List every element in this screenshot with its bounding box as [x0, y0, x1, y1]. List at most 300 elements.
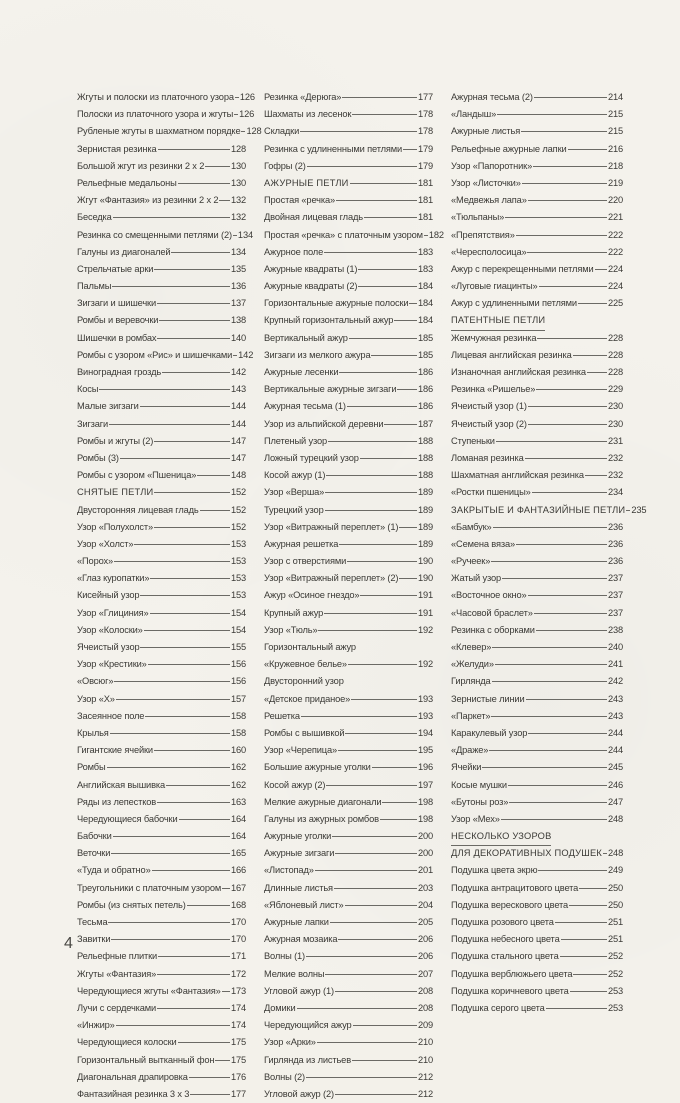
- toc-entry-title: Ажур «Осиное гнездо»: [264, 590, 360, 601]
- toc-entry-title: Зернистые линии: [451, 693, 525, 704]
- toc-entry: [77, 605, 246, 622]
- toc-page-number: 252: [607, 951, 623, 962]
- toc-entry-title: Фантазийная резинка 3 х 3: [77, 1088, 190, 1099]
- toc-entry: [77, 106, 255, 123]
- toc-entry: [264, 416, 433, 433]
- toc-page-number: 248: [608, 848, 624, 859]
- toc-leader-line: [113, 217, 230, 218]
- toc-entry: [264, 639, 433, 656]
- toc-section-heading: [451, 502, 647, 519]
- toc-entry-title: «Туда и обратно»: [77, 865, 151, 876]
- toc-leader-line: [482, 767, 607, 768]
- toc-entry-title: Завитки: [77, 934, 111, 945]
- toc-entry-title: Ромбы и веревочки: [77, 315, 159, 326]
- toc-leader-line: [372, 767, 417, 768]
- toc-leader-line: [380, 819, 417, 820]
- toc-leader-line: [154, 441, 230, 442]
- toc-entry-title: Шишечки в ромбах: [77, 332, 157, 343]
- toc-entry-title: «Кружевное белье»: [264, 659, 347, 670]
- toc-page-number: 142: [238, 349, 254, 360]
- toc-entry: [451, 725, 623, 742]
- toc-leader-line: [573, 355, 607, 356]
- toc-entry-title: Двусторонняя лицевая гладь: [77, 504, 199, 515]
- toc-page-number: 158: [230, 727, 246, 738]
- toc-leader-line: [332, 836, 417, 837]
- toc-entry: [77, 450, 246, 467]
- toc-entry-title: Подушка верескового цвета: [451, 899, 569, 910]
- toc-entry: [451, 777, 623, 794]
- toc-entry: [451, 209, 623, 226]
- toc-entry-title: Простая «речка»: [264, 195, 336, 206]
- toc-leader-line: [509, 802, 607, 803]
- toc-entry: [264, 398, 433, 415]
- toc-entry: [451, 862, 623, 879]
- toc-entry-title: Ромбы с узором «Рис» и шишечками: [77, 349, 233, 360]
- toc-entry: [77, 966, 246, 983]
- toc-entry: [264, 587, 433, 604]
- toc-page-number: 185: [417, 332, 433, 343]
- toc-entry: [77, 364, 246, 381]
- toc-entry-title: Засеянное поле: [77, 710, 145, 721]
- toc-entry-title: Ажурные квадраты (2): [264, 281, 358, 292]
- toc-leader-line: [200, 510, 230, 511]
- toc-page-number: 172: [230, 968, 246, 979]
- toc-entry: [264, 1086, 433, 1103]
- toc-leader-line: [334, 888, 417, 889]
- toc-leader-line: [347, 406, 417, 407]
- toc-leader-line: [560, 956, 607, 957]
- toc-entry: [264, 123, 433, 140]
- toc-entry: [77, 416, 246, 433]
- toc-entry-title: «Чересполосица»: [451, 246, 527, 257]
- toc-page-number: 132: [230, 195, 246, 206]
- toc-page-number: 205: [417, 917, 433, 927]
- toc-entry-title: Турецкий узор: [264, 504, 324, 515]
- toc-entry-title: Двойная лицевая гладь: [264, 212, 363, 223]
- toc-entry: [77, 502, 246, 519]
- toc-entry: [451, 605, 623, 622]
- toc-page-number: 152: [230, 504, 246, 515]
- toc-page-number: 203: [417, 882, 433, 893]
- toc-entry: [77, 656, 246, 673]
- toc-leader-line: [134, 544, 230, 545]
- toc-page-number: 137: [230, 298, 246, 309]
- toc-entry: [264, 966, 433, 983]
- toc-leader-line: [233, 235, 237, 236]
- toc-entry: [77, 244, 246, 261]
- toc-leader-line: [190, 1094, 230, 1095]
- toc-section-heading: [451, 845, 623, 862]
- toc-leader-line: [219, 200, 230, 201]
- toc-entry-title: Простая «речка» с платочным узором: [264, 229, 423, 240]
- toc-leader-line: [595, 269, 607, 270]
- toc-entry: [264, 381, 433, 398]
- toc-entry-title: Зигзаги и шишечки: [77, 298, 156, 309]
- toc-leader-line: [538, 870, 607, 871]
- toc-entry: [451, 691, 623, 708]
- toc-entry-title: Зернистая резинка: [77, 143, 157, 154]
- toc-entry-title: Жгут «Фантазия» из резинки 2 х 2: [77, 195, 219, 206]
- toc-page-number: 153: [230, 556, 246, 567]
- toc-page-number: 222: [607, 246, 623, 257]
- toc-page-number: 237: [607, 590, 623, 601]
- toc-leader-line: [154, 269, 230, 270]
- toc-page-number: 206: [417, 934, 433, 945]
- toc-leader-line: [399, 578, 417, 579]
- toc-entry: [451, 141, 623, 158]
- toc-entry: [451, 89, 623, 106]
- toc-leader-line: [568, 149, 607, 150]
- toc-leader-line: [555, 922, 607, 923]
- toc-page-number: 162: [230, 779, 246, 790]
- toc-page-number: 230: [607, 401, 623, 412]
- toc-leader-line: [527, 252, 606, 253]
- toc-leader-line: [536, 630, 607, 631]
- toc-leader-line: [579, 888, 607, 889]
- toc-entry-title: Малые зигзаги: [77, 401, 139, 412]
- toc-entry-title: Узор «Крестики»: [77, 659, 147, 670]
- toc-entry-title: Узор «Верша»: [264, 487, 325, 498]
- toc-page-number: 143: [230, 384, 246, 395]
- toc-page-number: 135: [230, 263, 246, 274]
- toc-page-number: 251: [607, 917, 623, 927]
- toc-leader-line: [145, 716, 230, 717]
- toc-entry: [264, 450, 433, 467]
- toc-leader-line: [205, 166, 230, 167]
- toc-page-number: 228: [607, 367, 623, 377]
- toc-entry: [451, 914, 623, 931]
- toc-entry: [77, 330, 246, 347]
- toc-entry-title: Ромбы и жгуты (2): [77, 435, 154, 446]
- toc-entry: [264, 1034, 433, 1051]
- toc-entry: [451, 966, 623, 983]
- toc-page-number: 224: [607, 281, 623, 292]
- toc-page-number: 204: [417, 899, 433, 910]
- toc-entry-title: «Семена вяза»: [451, 538, 516, 549]
- toc-leader-line: [508, 785, 607, 786]
- toc-entry-title: «Ручеек»: [451, 556, 491, 567]
- toc-entry: [451, 897, 623, 914]
- toc-entry-title: Жгуты и полоски из платочного узора: [77, 92, 234, 102]
- toc-page-number: 191: [417, 607, 433, 618]
- toc-entry-title: «Паркет»: [451, 710, 491, 721]
- toc-entry: [264, 914, 433, 931]
- toc-page-number: 198: [417, 813, 433, 824]
- toc-entry-title: ПАТЕНТНЫЕ ПЕТЛИ: [451, 312, 545, 330]
- toc-page-number: 138: [230, 315, 246, 326]
- toc-entry-title: Шахматы из лесенок: [264, 109, 352, 120]
- toc-entry-title: Резинка с оборками: [451, 624, 535, 635]
- toc-leader-line: [112, 286, 230, 287]
- toc-leader-line: [326, 475, 417, 476]
- toc-entry-title: Узор «Колоски»: [77, 624, 143, 635]
- toc-page-number: 208: [417, 1002, 433, 1013]
- toc-entry-title: Чередующиеся колоски: [77, 1037, 177, 1048]
- toc-entry-title: Галуны из ажурных ромбов: [264, 813, 379, 824]
- toc-entry-title: Диагональная драпировка: [77, 1071, 188, 1082]
- toc-leader-line: [350, 183, 417, 184]
- toc-leader-line: [569, 905, 607, 906]
- toc-entry-title: Узор «Полухолст»: [77, 521, 153, 532]
- toc-leader-line: [111, 939, 230, 940]
- toc-entry: [264, 862, 433, 879]
- toc-entry: [77, 519, 246, 536]
- toc-entry: [77, 759, 246, 776]
- toc-page-number: 188: [417, 470, 433, 481]
- toc-leader-line: [307, 166, 417, 167]
- toc-entry: [77, 227, 253, 244]
- toc-entry: [264, 141, 433, 158]
- toc-page-number: 229: [607, 384, 623, 395]
- toc-entry-title: Косой ажур (1): [264, 470, 326, 481]
- toc-page-number: 166: [230, 865, 246, 876]
- toc-leader-line: [197, 475, 230, 476]
- toc-page-number: 232: [607, 470, 623, 481]
- toc-page-number: 184: [417, 315, 433, 326]
- toc-page-number: 178: [417, 109, 433, 120]
- toc-entry-title: Ажурное поле: [264, 246, 324, 257]
- toc-entry-title: «Восточное окно»: [451, 590, 527, 601]
- toc-leader-line: [570, 991, 607, 992]
- toc-page-number: 188: [417, 435, 433, 446]
- toc-leader-line: [120, 458, 230, 459]
- toc-entry: [451, 278, 623, 295]
- toc-leader-line: [179, 819, 230, 820]
- toc-entry: [264, 777, 433, 794]
- toc-leader-line: [573, 974, 607, 975]
- toc-page-number: 232: [607, 452, 623, 463]
- toc-leader-line: [528, 595, 607, 596]
- toc-entry-title: Ячеистый узор (2): [451, 418, 527, 429]
- toc-leader-line: [578, 303, 607, 304]
- toc-entry-title: Волны (2): [264, 1071, 306, 1082]
- toc-column-3: [451, 89, 647, 1017]
- toc-entry: [264, 467, 433, 484]
- toc-entry: [451, 416, 623, 433]
- toc-entry-title: Вертикальные ажурные зигзаги: [264, 384, 397, 395]
- toc-entry: [451, 175, 623, 192]
- toc-leader-line: [397, 389, 417, 390]
- toc-leader-line: [109, 424, 230, 425]
- toc-leader-line: [116, 699, 230, 700]
- toc-entry-title: Английская вышивка: [77, 779, 165, 790]
- toc-entry-title: Ажурная мозаика: [264, 934, 338, 945]
- toc-leader-line: [300, 131, 417, 132]
- toc-entry-title: Мелкие волны: [264, 968, 325, 979]
- toc-entry: [451, 295, 623, 312]
- toc-entry-title: Ромбы с вышивкой: [264, 727, 345, 738]
- toc-page-number: 185: [417, 349, 433, 360]
- toc-entry-title: Крупный ажур: [264, 607, 324, 618]
- toc-entry-title: Крылья: [77, 727, 109, 738]
- toc-entry: [451, 622, 623, 639]
- toc-entry-title: АЖУРНЫЕ ПЕТЛИ: [264, 177, 349, 188]
- toc-entry-title: «Яблоневый лист»: [264, 899, 344, 910]
- toc-entry: [264, 312, 433, 329]
- toc-entry: [451, 244, 623, 261]
- toc-entry: [77, 914, 246, 931]
- toc-entry-title: «Порох»: [77, 556, 114, 567]
- toc-entry-title: Горизонтальные ажурные полоски: [264, 298, 409, 309]
- toc-leader-line: [301, 716, 417, 717]
- toc-entry-title: Подушка стального цвета: [451, 951, 559, 962]
- toc-entry-title: Складки: [264, 126, 300, 137]
- toc-page-number: 130: [230, 177, 246, 188]
- toc-page-number: 181: [417, 195, 433, 206]
- toc-entry-title: «Глаз куропатки»: [77, 573, 150, 584]
- toc-entry-title: Ажурная решетка: [264, 538, 339, 549]
- toc-leader-line: [403, 149, 417, 150]
- toc-entry: [451, 364, 623, 381]
- toc-leader-line: [233, 355, 237, 356]
- toc-entry: [451, 931, 623, 948]
- toc-leader-line: [505, 217, 607, 218]
- toc-entry: [451, 794, 623, 811]
- toc-page-number: 244: [607, 727, 623, 738]
- toc-page-number: 128: [230, 143, 246, 154]
- toc-page-number: 157: [230, 693, 246, 704]
- toc-leader-line: [491, 561, 607, 562]
- toc-entry: [264, 502, 433, 519]
- toc-section-heading: [77, 484, 246, 501]
- toc-entry-title: Длинные листья: [264, 882, 333, 893]
- toc-entry: [264, 742, 433, 759]
- toc-entry-title: Резинка с удлиненными петлями: [264, 143, 403, 154]
- toc-entry: [77, 742, 246, 759]
- toc-entry-title: Треугольники с платочным узором: [77, 882, 222, 893]
- toc-entry-title: Ломаная резинка: [451, 452, 524, 463]
- toc-page-number: 170: [230, 917, 246, 927]
- toc-entry-title: «Инжир»: [77, 1020, 115, 1031]
- toc-entry: [264, 209, 433, 226]
- toc-leader-line: [339, 372, 417, 373]
- toc-entry: [264, 295, 433, 312]
- toc-entry-title: Полоски из платочного узора и жгуты: [77, 109, 234, 120]
- toc-entry: [77, 192, 246, 209]
- toc-entry: [77, 1017, 246, 1034]
- toc-entry: [264, 1069, 433, 1086]
- toc-entry: [264, 794, 433, 811]
- toc-leader-line: [360, 595, 416, 596]
- toc-entry: [264, 759, 433, 776]
- toc-entry-title: Бабочки: [77, 831, 112, 842]
- toc-entry: [451, 398, 623, 415]
- toc-entry-title: «Медвежья лапа»: [451, 195, 527, 206]
- toc-entry-title: Чередующийся ажур: [264, 1020, 352, 1031]
- toc-entry: [451, 158, 623, 175]
- toc-entry: [264, 553, 433, 570]
- toc-entry: [451, 330, 623, 347]
- toc-entry: [77, 398, 246, 415]
- toc-page-number: 197: [417, 779, 433, 790]
- toc-page-number: 179: [417, 160, 433, 171]
- toc-entry-title: Ромбы с узором «Пшеница»: [77, 470, 197, 481]
- toc-leader-line: [144, 630, 230, 631]
- toc-entry: [77, 89, 255, 106]
- toc-entry: [451, 484, 623, 501]
- toc-page-number: 130: [230, 160, 246, 171]
- toc-entry-title: Виноградная гроздь: [77, 367, 162, 377]
- toc-entry-title: Веточки: [77, 848, 111, 859]
- toc-entry: [264, 605, 433, 622]
- toc-leader-line: [335, 991, 417, 992]
- toc-entry: [77, 725, 246, 742]
- toc-entry-title: Беседка: [77, 212, 112, 223]
- toc-entry-title: Подушка верблюжьего цвета: [451, 968, 573, 979]
- toc-entry: [451, 759, 623, 776]
- toc-entry-title: «Клевер»: [451, 642, 492, 652]
- toc-page-number: 215: [607, 126, 623, 137]
- toc-page-number: 175: [230, 1054, 246, 1065]
- toc-page-number: 154: [230, 624, 246, 635]
- toc-page-number: 134: [237, 229, 253, 240]
- toc-section-heading: [451, 828, 623, 845]
- toc-entry: [77, 673, 246, 690]
- toc-leader-line: [364, 217, 417, 218]
- toc-leader-line: [409, 303, 416, 304]
- toc-page-number: 193: [417, 693, 433, 704]
- toc-leader-line: [528, 733, 607, 734]
- toc-page-number: 222: [607, 229, 623, 240]
- toc-leader-line: [353, 1025, 417, 1026]
- toc-entry-title: «Детское приданое»: [264, 693, 351, 704]
- toc-page-number: 243: [607, 710, 623, 721]
- toc-entry-title: СНЯТЫЕ ПЕТЛИ: [77, 487, 154, 498]
- toc-leader-line: [345, 905, 417, 906]
- toc-entry-title: Ажур с перекрещенными петлями: [451, 263, 594, 274]
- toc-entry: [77, 1069, 246, 1086]
- toc-page-number: 192: [417, 624, 433, 635]
- toc-page-number: 192: [417, 659, 433, 670]
- toc-leader-line: [159, 320, 230, 321]
- toc-entry-title: Крупный горизонтальный ажур: [264, 315, 394, 326]
- toc-page-number: 189: [417, 521, 433, 532]
- toc-leader-line: [516, 544, 607, 545]
- toc-leader-line: [358, 286, 417, 287]
- toc-leader-line: [534, 613, 607, 614]
- toc-leader-line: [587, 372, 607, 373]
- toc-entry-title: Ромбы (из снятых петель): [77, 899, 186, 910]
- toc-entry-title: НЕСКОЛЬКО УЗОРОВ: [451, 828, 551, 846]
- toc-leader-line: [324, 613, 417, 614]
- toc-page-number: 181: [417, 212, 433, 223]
- toc-entry: [264, 897, 433, 914]
- toc-leader-line: [546, 1008, 607, 1009]
- toc-entry: [451, 106, 623, 123]
- toc-page-number: 152: [230, 521, 246, 532]
- toc-entry: [77, 811, 246, 828]
- toc-entry: [264, 536, 433, 553]
- toc-entry: [77, 295, 246, 312]
- page-number: 4: [64, 935, 73, 952]
- toc-entry: [264, 691, 433, 708]
- toc-leader-line: [532, 492, 607, 493]
- toc-leader-line: [496, 441, 607, 442]
- toc-leader-line: [335, 853, 417, 854]
- toc-entry-title: Резинка со смещенными петлями (2): [77, 229, 232, 240]
- toc-entry: [264, 725, 433, 742]
- toc-leader-line: [154, 527, 230, 528]
- toc-entry: [77, 1086, 246, 1103]
- toc-entry-title: Зигзаги из мелкого ажура: [264, 349, 371, 360]
- toc-entry: [264, 227, 444, 244]
- toc-entry-title: Ажурная тесьма (1): [264, 401, 346, 412]
- toc-leader-line: [501, 819, 607, 820]
- toc-leader-line: [178, 1042, 230, 1043]
- toc-entry-title: Ромбы: [77, 762, 106, 773]
- toc-entry: [451, 983, 623, 1000]
- toc-entry: [264, 106, 433, 123]
